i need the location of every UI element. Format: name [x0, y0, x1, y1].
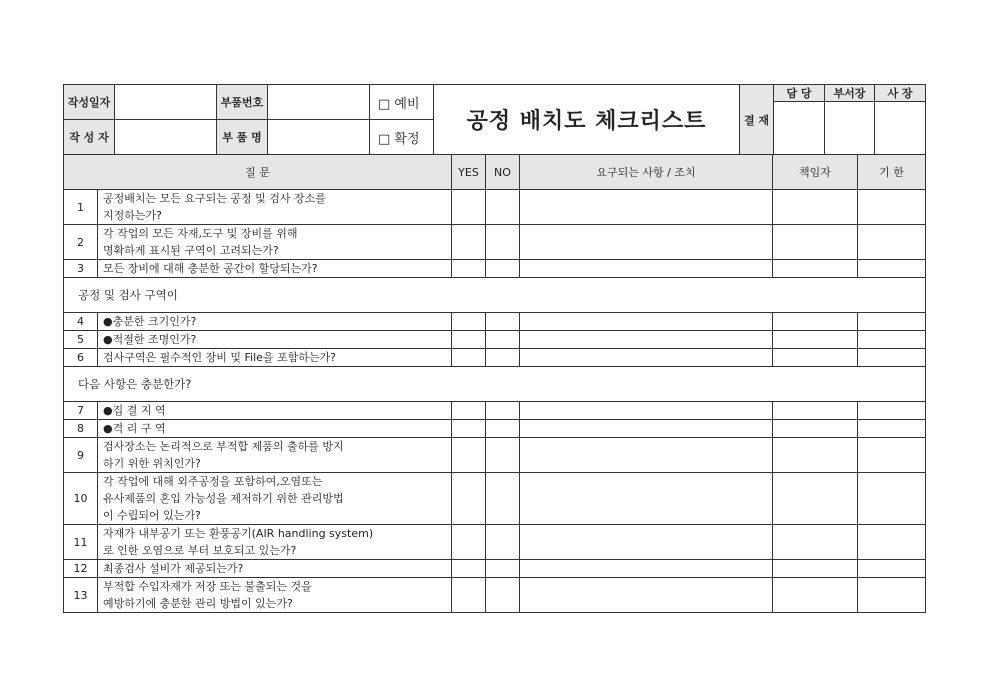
question-number: 13	[64, 578, 98, 613]
approver-staff-label: 담 당	[774, 85, 825, 102]
section-title: 다음 사항은 충분한가?	[64, 367, 926, 402]
question-text	[98, 225, 452, 260]
yes-cell[interactable]	[452, 473, 486, 525]
owner-cell[interactable]	[773, 190, 858, 225]
owner-cell[interactable]	[773, 349, 858, 367]
owner-cell[interactable]	[773, 402, 858, 420]
deadline-cell[interactable]	[858, 331, 926, 349]
deadline-cell[interactable]	[858, 420, 926, 438]
question-line: 유사제품의 혼입 가능성을 제저하기 위한 관리방법	[103, 492, 344, 505]
checklist-row	[64, 331, 926, 349]
preliminary-checkbox[interactable]: □ 예비	[370, 85, 434, 120]
question-number: 10	[64, 473, 98, 525]
question-text	[98, 402, 452, 420]
action-cell[interactable]	[520, 349, 773, 367]
deadline-cell[interactable]	[858, 578, 926, 613]
question-number: 7	[64, 402, 98, 420]
question-text	[98, 420, 452, 438]
no-cell[interactable]	[486, 225, 520, 260]
question-number: 9	[64, 438, 98, 473]
date-label: 작성일자	[64, 85, 115, 120]
question-line: 부적합 수입자재가 저장 또는 불출되는 것을	[103, 580, 312, 593]
owner-cell[interactable]	[773, 331, 858, 349]
section-row	[64, 278, 926, 313]
yes-cell[interactable]	[452, 225, 486, 260]
owner-cell[interactable]	[773, 525, 858, 560]
owner-column-header: 책임자	[773, 155, 858, 190]
no-cell[interactable]	[486, 420, 520, 438]
question-line: ●충분한 크기인가?	[103, 315, 197, 328]
question-line: 명확하게 표시된 구역이 고려되는가?	[103, 244, 279, 257]
checklist-row	[64, 349, 926, 367]
question-line: 모든 장비에 대해 충분한 공간이 할당되는가?	[103, 262, 318, 275]
checklist-row	[64, 225, 926, 260]
checklist-row	[64, 313, 926, 331]
owner-cell[interactable]	[773, 313, 858, 331]
owner-cell[interactable]	[773, 225, 858, 260]
signature-staff[interactable]	[774, 102, 825, 155]
action-cell[interactable]	[520, 331, 773, 349]
yes-cell[interactable]	[452, 331, 486, 349]
yes-cell[interactable]	[452, 190, 486, 225]
yes-cell[interactable]	[452, 420, 486, 438]
action-column-header: 요구되는 사항 / 조치	[520, 155, 773, 190]
question-line: 이 수립되어 있는가?	[103, 509, 201, 522]
date-field[interactable]	[115, 85, 217, 120]
question-line: 각 작업의 모든 자재,도구 및 장비를 위해	[103, 227, 298, 240]
deadline-cell[interactable]	[858, 260, 926, 278]
approval-label: 결 재	[740, 85, 774, 155]
owner-cell[interactable]	[773, 420, 858, 438]
part-name-label: 부 품 명	[217, 120, 268, 155]
part-no-field[interactable]	[268, 85, 370, 120]
question-line: 지정하는가?	[103, 209, 162, 222]
checklist-row	[64, 260, 926, 278]
yes-cell[interactable]	[452, 525, 486, 560]
approver-manager-label: 부서장	[825, 85, 875, 102]
section-row	[64, 367, 926, 402]
question-line: 하기 위한 위치인가?	[103, 457, 201, 470]
action-cell[interactable]	[520, 578, 773, 613]
document-title: 공정 배치도 체크리스트	[434, 85, 740, 155]
owner-cell[interactable]	[773, 260, 858, 278]
action-cell[interactable]	[520, 402, 773, 420]
yes-cell[interactable]	[452, 349, 486, 367]
action-cell[interactable]	[520, 560, 773, 578]
question-line: ●적절한 조명인가?	[103, 333, 197, 346]
action-cell[interactable]	[520, 438, 773, 473]
no-cell[interactable]	[486, 313, 520, 331]
yes-cell[interactable]	[452, 438, 486, 473]
no-cell[interactable]	[486, 190, 520, 225]
action-cell[interactable]	[520, 525, 773, 560]
question-line: 최종검사 설비가 제공되는가?	[103, 562, 244, 575]
deadline-cell[interactable]	[858, 438, 926, 473]
question-number: 3	[64, 260, 98, 278]
question-number: 8	[64, 420, 98, 438]
question-text	[98, 190, 452, 225]
no-cell[interactable]	[486, 260, 520, 278]
checklist-row	[64, 560, 926, 578]
no-column-header: NO	[486, 155, 520, 190]
question-text	[98, 473, 452, 525]
checklist-row	[64, 438, 926, 473]
deadline-cell[interactable]	[858, 525, 926, 560]
checklist-row	[64, 473, 926, 525]
question-number: 11	[64, 525, 98, 560]
deadline-cell[interactable]	[858, 402, 926, 420]
deadline-cell[interactable]	[858, 225, 926, 260]
owner-cell[interactable]	[773, 560, 858, 578]
action-cell[interactable]	[520, 313, 773, 331]
yes-cell[interactable]	[452, 578, 486, 613]
question-number: 1	[64, 190, 98, 225]
no-cell[interactable]	[486, 402, 520, 420]
no-cell[interactable]	[486, 349, 520, 367]
question-text	[98, 313, 452, 331]
deadline-cell[interactable]	[858, 560, 926, 578]
deadline-column-header: 기 한	[858, 155, 926, 190]
question-text	[98, 260, 452, 278]
checklist-table	[63, 154, 926, 613]
owner-cell[interactable]	[773, 438, 858, 473]
question-text	[98, 578, 452, 613]
question-number: 2	[64, 225, 98, 260]
question-text	[98, 349, 452, 367]
no-cell[interactable]	[486, 578, 520, 613]
question-text	[98, 438, 452, 473]
question-text	[98, 525, 452, 560]
checklist-row	[64, 578, 926, 613]
question-line: 각 작업에 대해 외주공정을 포함하여,오염또는	[103, 475, 323, 488]
deadline-cell[interactable]	[858, 190, 926, 225]
checklist-row	[64, 420, 926, 438]
action-cell[interactable]	[520, 190, 773, 225]
signature-manager[interactable]	[825, 102, 875, 155]
owner-cell[interactable]	[773, 578, 858, 613]
question-line: ●격 리 구 역	[103, 422, 166, 435]
no-cell[interactable]	[486, 560, 520, 578]
action-cell[interactable]	[520, 260, 773, 278]
signature-president[interactable]	[875, 102, 926, 155]
yes-cell[interactable]	[452, 313, 486, 331]
yes-cell[interactable]	[452, 260, 486, 278]
deadline-cell[interactable]	[858, 349, 926, 367]
no-cell[interactable]	[486, 438, 520, 473]
yes-cell[interactable]	[452, 402, 486, 420]
question-line: 로 인한 오염으로 부터 보호되고 있는가?	[103, 544, 297, 557]
final-checkbox[interactable]: □ 확정	[370, 120, 434, 155]
part-no-label: 부품번호	[217, 85, 268, 120]
question-line: ●집 결 지 역	[103, 404, 166, 417]
deadline-cell[interactable]	[858, 473, 926, 525]
yes-column-header: YES	[452, 155, 486, 190]
section-title: 공정 및 검사 구역이	[64, 278, 926, 313]
action-cell[interactable]	[520, 225, 773, 260]
question-number: 4	[64, 313, 98, 331]
author-label: 작 성 자	[64, 120, 115, 155]
part-name-field[interactable]	[268, 120, 370, 155]
checklist-row	[64, 402, 926, 420]
question-line: 검사장소는 논리적으로 부적합 제품의 출하를 방지	[103, 440, 344, 453]
action-cell[interactable]	[520, 473, 773, 525]
question-text	[98, 331, 452, 349]
question-number: 12	[64, 560, 98, 578]
checklist-row	[64, 525, 926, 560]
question-number: 5	[64, 331, 98, 349]
header-table	[63, 84, 926, 155]
question-number: 6	[64, 349, 98, 367]
question-line: 공정배치는 모든 요구되는 공정 및 검사 장소를	[103, 192, 326, 205]
approver-president-label: 사 장	[875, 85, 926, 102]
deadline-cell[interactable]	[858, 313, 926, 331]
author-field[interactable]	[115, 120, 217, 155]
checklist-row	[64, 190, 926, 225]
question-line: 자재가 내부공기 또는 환풍공기(AIR handling system)	[103, 527, 374, 540]
owner-cell[interactable]	[773, 473, 858, 525]
checklist-page	[63, 84, 925, 613]
no-cell[interactable]	[486, 525, 520, 560]
no-cell[interactable]	[486, 331, 520, 349]
question-line: 예방하기에 충분한 관리 방법이 있는가?	[103, 597, 293, 610]
no-cell[interactable]	[486, 473, 520, 525]
question-text	[98, 560, 452, 578]
question-line: 검사구역은 필수적인 장비 및 File을 포함하는가?	[103, 351, 336, 364]
action-cell[interactable]	[520, 420, 773, 438]
yes-cell[interactable]	[452, 560, 486, 578]
question-column-header: 질 문	[64, 155, 452, 190]
